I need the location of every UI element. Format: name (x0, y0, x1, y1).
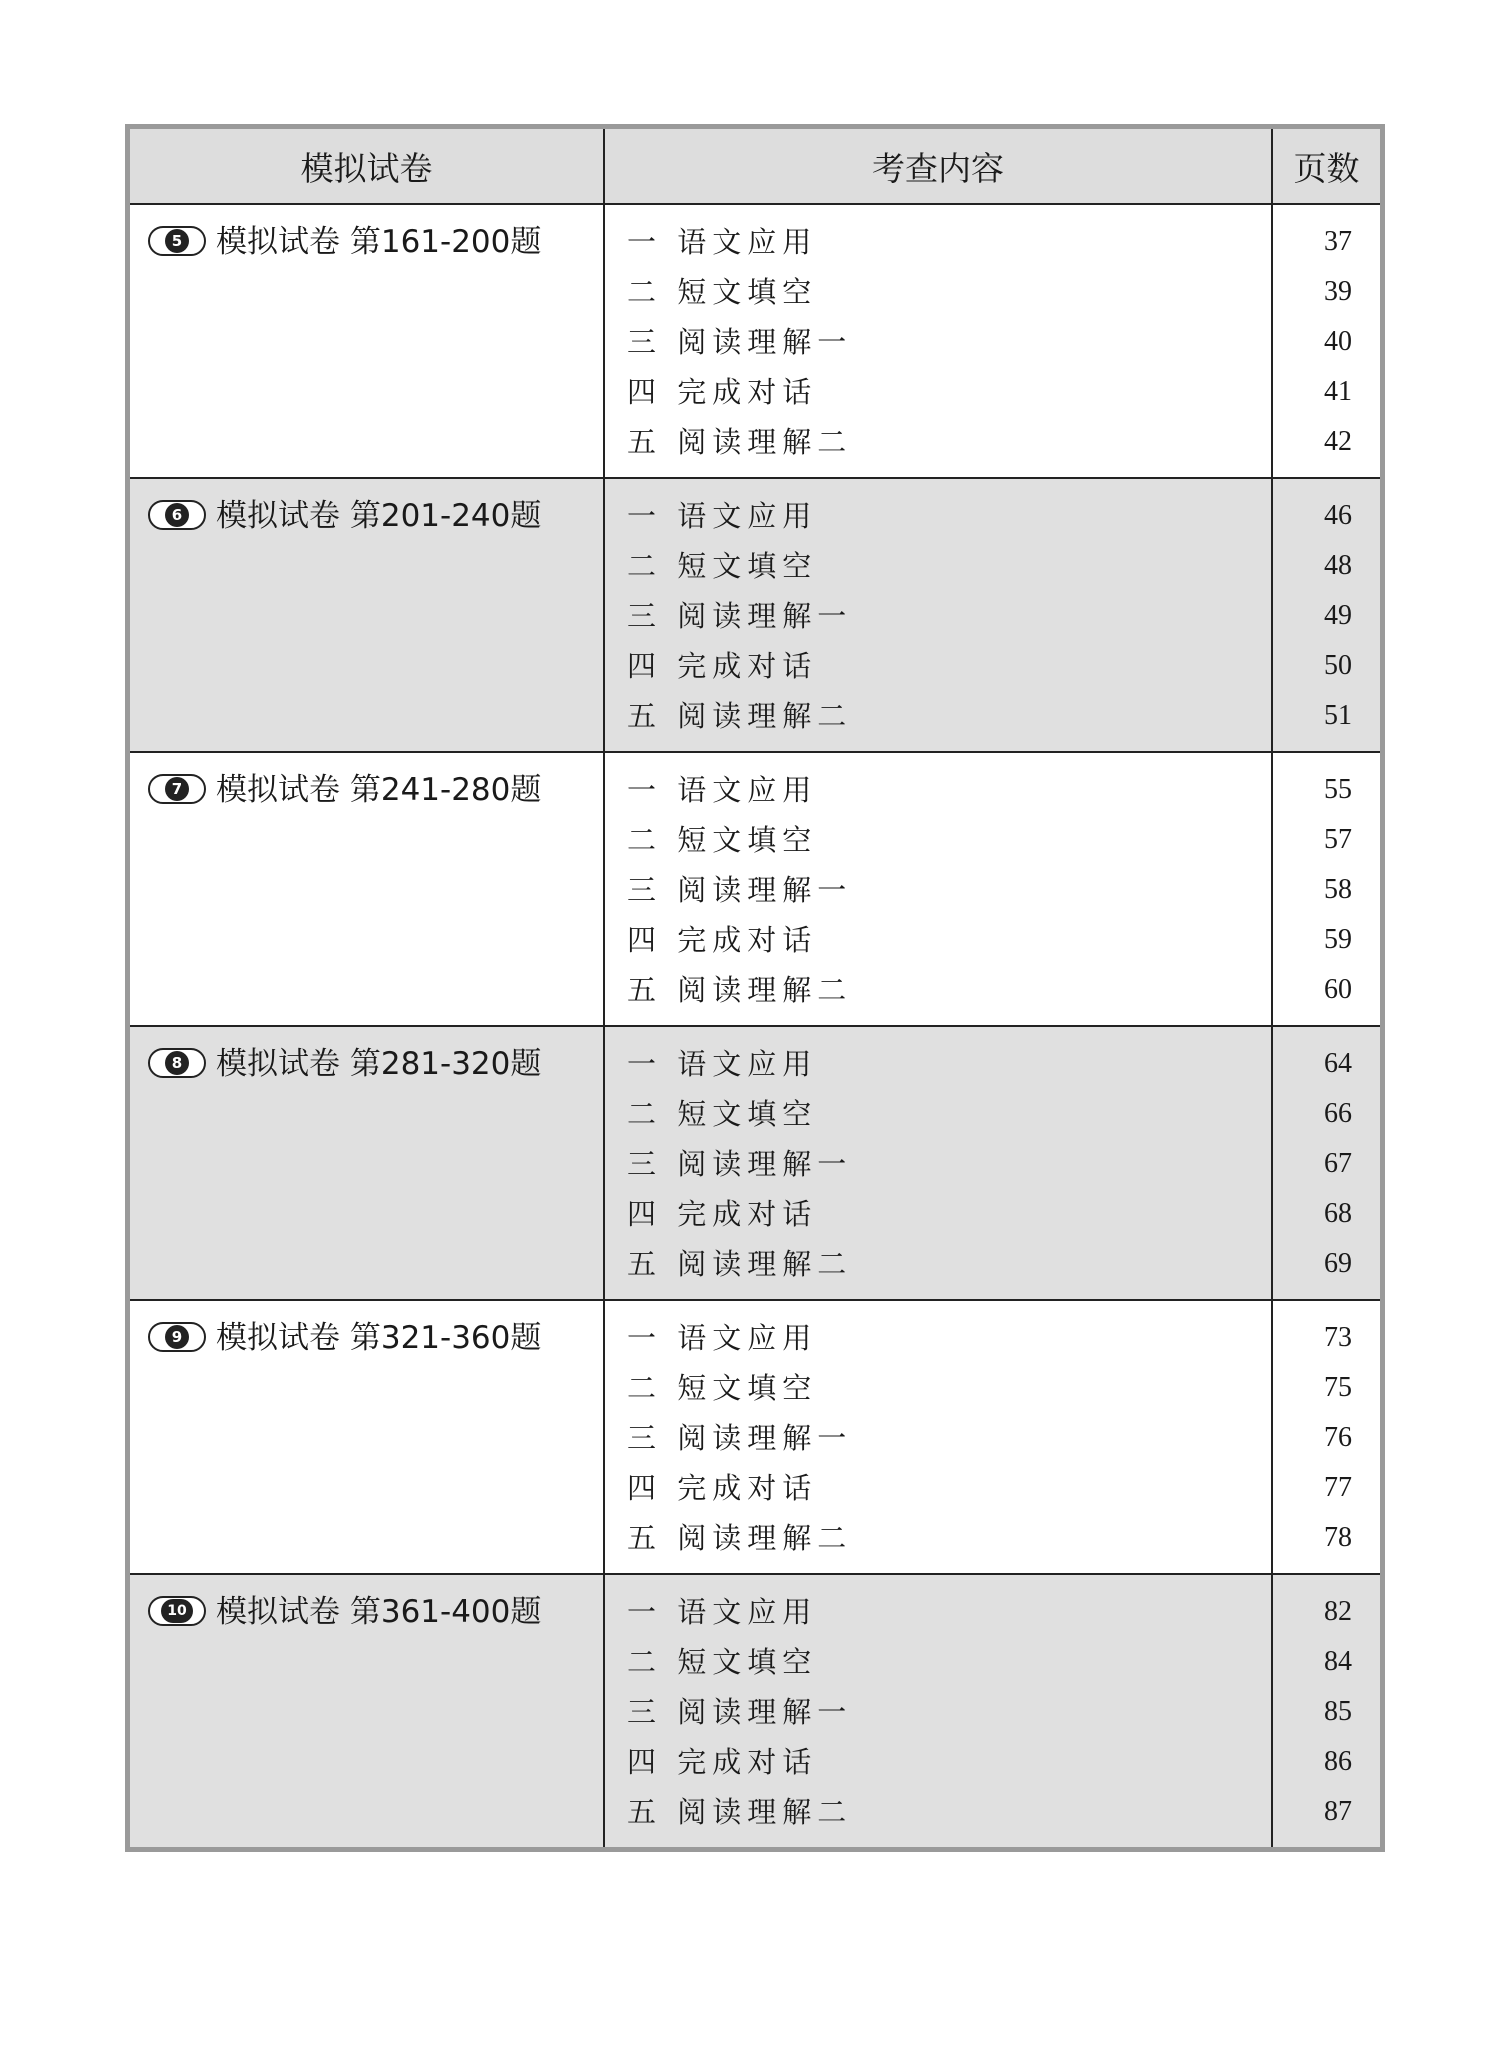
content-list (605, 1575, 1273, 1847)
page-list (1273, 479, 1380, 751)
list-item[interactable]: 四 完成对话 (627, 923, 818, 957)
list-item[interactable]: 一 语文应用 (627, 1595, 818, 1629)
page-number: 64 (1324, 1048, 1352, 1079)
paper-number-badge (148, 1596, 206, 1626)
page-number: 86 (1324, 1746, 1352, 1777)
table-header (130, 129, 1380, 205)
page-number: 49 (1324, 600, 1352, 631)
paper-title-cell (130, 1027, 605, 1299)
page-number: 84 (1324, 1646, 1352, 1677)
list-item[interactable]: 五 阅读理解二 (627, 699, 853, 733)
list-item[interactable]: 三 阅读理解一 (627, 599, 853, 633)
page-list (1273, 1575, 1380, 1847)
badge-number: 9 (165, 1325, 189, 1349)
paper-title-cell (130, 1575, 605, 1847)
page-number: 82 (1324, 1596, 1352, 1627)
paper-number-badge (148, 1048, 206, 1078)
list-item[interactable]: 二 短文填空 (627, 823, 818, 857)
list-item[interactable]: 五 阅读理解二 (627, 1795, 853, 1829)
list-item[interactable]: 四 完成对话 (627, 1471, 818, 1505)
list-item[interactable]: 一 语文应用 (627, 773, 818, 807)
page-number: 39 (1324, 276, 1352, 307)
list-item[interactable]: 一 语文应用 (627, 1047, 818, 1081)
paper-number-badge (148, 500, 206, 530)
content-list (605, 1301, 1273, 1573)
page-list (1273, 1301, 1380, 1573)
list-item[interactable]: 五 阅读理解二 (627, 1247, 853, 1281)
page-list (1273, 753, 1380, 1025)
list-item[interactable]: 一 语文应用 (627, 1321, 818, 1355)
paper-title-cell (130, 1301, 605, 1573)
paper-title[interactable]: 模拟试卷 第161-200题 (216, 224, 542, 260)
page-number: 55 (1324, 774, 1352, 805)
header-content: 考查内容 (605, 129, 1273, 203)
page-number: 46 (1324, 500, 1352, 531)
content-list (605, 205, 1273, 477)
page-number: 60 (1324, 974, 1352, 1005)
paper-title-cell (130, 205, 605, 477)
section-paper-8 (130, 1027, 1380, 1301)
page-number: 66 (1324, 1098, 1352, 1129)
list-item[interactable]: 四 完成对话 (627, 649, 818, 683)
header-paper: 模拟试卷 (130, 129, 605, 203)
paper-number-badge (148, 774, 206, 804)
list-item[interactable]: 一 语文应用 (627, 225, 818, 259)
header-pages: 页数 (1293, 148, 1360, 188)
page-number: 42 (1324, 426, 1352, 457)
badge-number: 5 (165, 229, 189, 253)
page-number: 41 (1324, 376, 1352, 407)
page-number: 76 (1324, 1422, 1352, 1453)
badge-number: 8 (165, 1051, 189, 1075)
page-number: 73 (1324, 1322, 1352, 1353)
page-number: 58 (1324, 874, 1352, 905)
content-list (605, 1027, 1273, 1299)
page-list (1273, 1027, 1380, 1299)
badge-number: 7 (165, 777, 189, 801)
paper-title-cell (130, 753, 605, 1025)
toc-table (125, 124, 1385, 1852)
paper-title[interactable]: 模拟试卷 第321-360题 (216, 1320, 542, 1356)
page-number: 57 (1324, 824, 1352, 855)
list-item[interactable]: 三 阅读理解一 (627, 873, 853, 907)
page-number: 77 (1324, 1472, 1352, 1503)
section-paper-6 (130, 479, 1380, 753)
page-number: 37 (1324, 226, 1352, 257)
page-number: 50 (1324, 650, 1352, 681)
page-number: 75 (1324, 1372, 1352, 1403)
page-number: 51 (1324, 700, 1352, 731)
page-number: 68 (1324, 1198, 1352, 1229)
page-number: 48 (1324, 550, 1352, 581)
page-list (1273, 205, 1380, 477)
list-item[interactable]: 五 阅读理解二 (627, 425, 853, 459)
section-paper-7 (130, 753, 1380, 1027)
list-item[interactable]: 三 阅读理解一 (627, 1147, 853, 1181)
page-number: 69 (1324, 1248, 1352, 1279)
list-item[interactable]: 一 语文应用 (627, 499, 818, 533)
list-item[interactable]: 五 阅读理解二 (627, 1521, 853, 1555)
list-item[interactable]: 二 短文填空 (627, 549, 818, 583)
paper-title[interactable]: 模拟试卷 第281-320题 (216, 1046, 542, 1082)
section-paper-9 (130, 1301, 1380, 1575)
badge-number: 6 (165, 503, 189, 527)
list-item[interactable]: 二 短文填空 (627, 1645, 818, 1679)
badge-number: 10 (161, 1599, 193, 1623)
content-list (605, 479, 1273, 751)
paper-title[interactable]: 模拟试卷 第201-240题 (216, 498, 542, 534)
list-item[interactable]: 三 阅读理解一 (627, 1421, 853, 1455)
page-number: 59 (1324, 924, 1352, 955)
paper-number-badge (148, 1322, 206, 1352)
page-number: 40 (1324, 326, 1352, 357)
page-number: 87 (1324, 1796, 1352, 1827)
content-list (605, 753, 1273, 1025)
list-item[interactable]: 二 短文填空 (627, 275, 818, 309)
list-item[interactable]: 四 完成对话 (627, 375, 818, 409)
page-number: 85 (1324, 1696, 1352, 1727)
list-item[interactable]: 二 短文填空 (627, 1097, 818, 1131)
section-paper-5 (130, 205, 1380, 479)
paper-title[interactable]: 模拟试卷 第241-280题 (216, 772, 542, 808)
list-item[interactable]: 二 短文填空 (627, 1371, 818, 1405)
paper-title-cell (130, 479, 605, 751)
paper-number-badge (148, 226, 206, 256)
page-number: 67 (1324, 1148, 1352, 1179)
list-item[interactable]: 五 阅读理解二 (627, 973, 853, 1007)
list-item[interactable]: 三 阅读理解一 (627, 1695, 853, 1729)
list-item[interactable]: 三 阅读理解一 (627, 325, 853, 359)
list-item[interactable]: 四 完成对话 (627, 1745, 818, 1779)
page-number: 78 (1324, 1522, 1352, 1553)
section-paper-10 (130, 1575, 1380, 1847)
list-item[interactable]: 四 完成对话 (627, 1197, 818, 1231)
paper-title[interactable]: 模拟试卷 第361-400题 (216, 1594, 542, 1630)
